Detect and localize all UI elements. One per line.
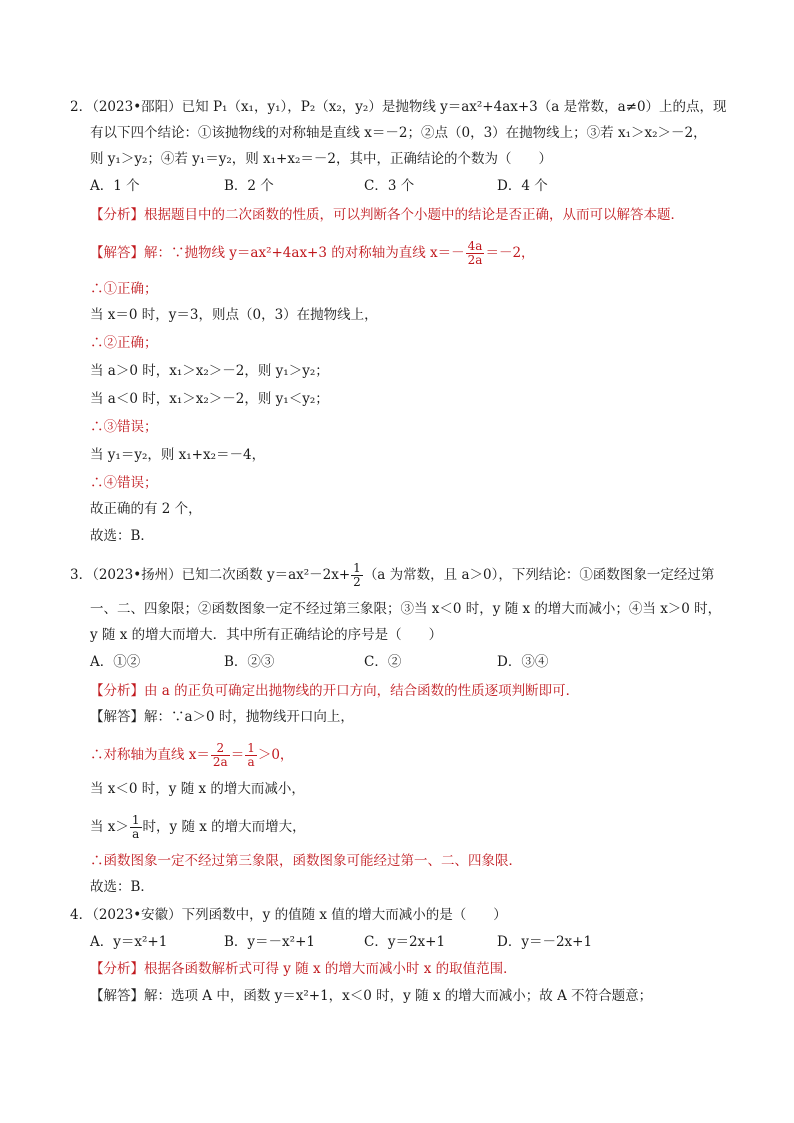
option-b: B．2 个	[224, 178, 274, 194]
question-2-line-3: 则 y₁＞y₂；④若 y₁＝y₂，则 x₁+x₂＝－2，其中，正确结论的个数为（ ）	[90, 151, 552, 167]
option-b: B．②③	[224, 654, 275, 670]
question-2-step: ∴④错误；	[90, 475, 158, 491]
question-3-answer: 【解答】解：∵a＞0 时，抛物线开口向上，	[90, 709, 354, 725]
question-2-step: 当 a＞0 时，x₁＞x₂＞－2，则 y₁＞y₂；	[90, 363, 329, 379]
question-2-step: 当 y₁＝y₂，则 x₁+x₂＝－4，	[90, 447, 266, 463]
question-2-step: 当 a＜0 时，x₁＞x₂＞－2，则 y₁＜y₂；	[90, 391, 329, 407]
option-a: A．1 个	[90, 178, 140, 194]
option-d: D．y＝－2x+1	[497, 934, 593, 950]
question-2-step: ∴③错误；	[90, 419, 158, 435]
question-2-step: ∴②正确；	[90, 335, 158, 351]
option-d: D．③④	[497, 654, 549, 670]
question-3-conclusion: ∴函数图象一定不经过第三象限，函数图象可能经过第一、二、四象限．	[90, 853, 522, 869]
question-3-analysis: 【分析】由 a 的正负可确定出抛物线的开口方向，结合函数的性质逐项判断即可．	[90, 683, 580, 699]
fraction: $\frac{1}{a}$	[247, 741, 255, 769]
question-3-line-2: 一、二、四象限；②函数图象一定不经过第三象限；③当 x＜0 时，y 随 x 的增大而减小；④当 x＞0 时，	[90, 601, 722, 617]
question-3-step: 当 x＞ $\frac{1}{a}$ 时，y 随 x 的增大而增大，	[90, 813, 306, 841]
question-2-step: 当 x＝0 时，y＝3，则点（0，3）在抛物线上，	[90, 307, 378, 323]
question-2-step: ∴①正确；	[90, 281, 158, 297]
question-4-answer: 【解答】解：选项 A 中，函数 y＝x²+1，x＜0 时，y 随 x 的增大而减小；故 A 不符合题意；	[90, 988, 653, 1004]
option-a: A．①②	[90, 654, 141, 670]
question-3-step: 当 x＜0 时，y 随 x 的增大而减小，	[90, 781, 305, 797]
option-c: C．y＝2x+1	[364, 934, 446, 950]
question-4-line-1: 4．（2023•安徽）下列函数中，y 的值随 x 值的增大而减小的是（ ）	[70, 907, 507, 923]
fraction: $\frac{2}{2a}$	[212, 741, 228, 769]
question-3-line-3: y 随 x 的增大而增大．其中所有正确结论的序号是（ ）	[90, 627, 443, 643]
question-2-choice: 故选：B．	[90, 528, 154, 544]
question-2-line-1: 2．（2023•邵阳）已知 P₁（x₁，y₁），P₂（x₂，y₂）是抛物线 y＝ax²+4ax+3（a 是常数，a≠0）上的点，现	[70, 99, 727, 115]
fraction: $\frac{1}{2}$	[353, 561, 361, 589]
question-2-line-2: 有以下四个结论：①该抛物线的对称轴是直线 x＝－2；②点（0，3）在抛物线上；③若 x₁＞x₂＞－2，	[90, 125, 707, 141]
option-b: B．y＝－x²+1	[224, 934, 315, 950]
option-d: D．4 个	[497, 178, 548, 194]
question-3-line-1: 3．（2023•扬州）已知二次函数 y＝ax²－2x+ $\frac{1}{2}$ （a 为常数，且 a＞0），下列结论：①函数图象一定经过第	[70, 561, 715, 589]
question-4-analysis: 【分析】根据各函数解析式可得 y 随 x 的增大而减小时 x 的取值范围．	[90, 961, 517, 977]
option-c: C．3 个	[364, 178, 415, 194]
question-3-choice: 故选：B．	[90, 879, 154, 895]
option-a: A．y＝x²+1	[90, 934, 168, 950]
question-3-axis: ∴对称轴为直线 x＝ $\frac{2}{2a}$ ＝ $\frac{1}{a}$ ＞0，	[90, 741, 294, 769]
fraction: $\frac{4a}{2a}$	[467, 239, 483, 267]
question-2-answer: 【解答】解：∵抛物线 y＝ax²+4ax+3 的对称轴为直线 x＝－ $\frac{4a}{2a}$ ＝－2，	[90, 239, 535, 267]
question-2-analysis: 【分析】根据题目中的二次函数的性质，可以判断各个小题中的结论是否正确，从而可以解答本题．	[90, 207, 684, 223]
fraction: $\frac{1}{a}$	[131, 813, 140, 841]
option-c: C．②	[364, 654, 402, 670]
question-2-step: 故正确的有 2 个，	[90, 501, 202, 517]
